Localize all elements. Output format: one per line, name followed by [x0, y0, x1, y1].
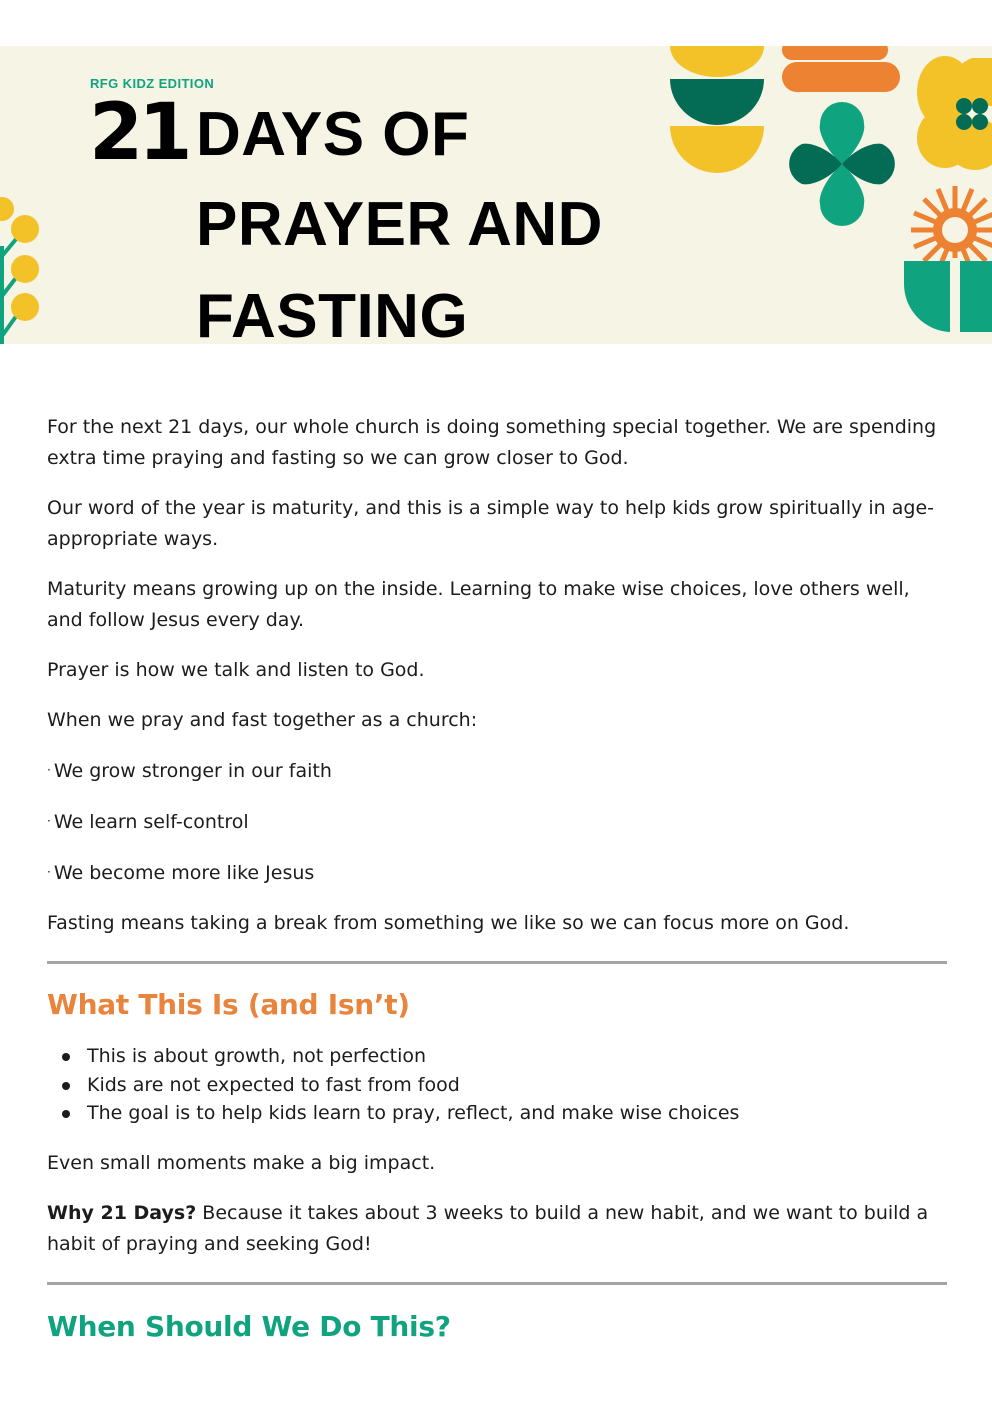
section-heading-when: When Should We Do This?	[47, 1309, 451, 1343]
benefit-item	[47, 857, 947, 889]
clover-decoration	[789, 102, 895, 226]
green-leaves-decoration	[904, 258, 992, 344]
together-intro-paragraph: When we pray and fast together as a church:	[47, 709, 478, 731]
stacked-half-circles-decoration	[670, 46, 764, 173]
yellow-petal-decoration	[917, 56, 992, 170]
bullet-dot-icon: ·	[47, 763, 51, 777]
page-title-line-3: FASTING	[196, 282, 469, 344]
header-banner	[0, 46, 992, 344]
benefit-item	[47, 755, 947, 787]
page-title-line-1: DAYS OF	[196, 100, 470, 169]
edition-label: RFG KIDZ EDITION	[90, 76, 215, 91]
intro-paragraph: For the next 21 days, our whole church is doing something special together. We are spending extra time praying and fasting so we can grow closer to God.	[47, 416, 937, 469]
bullet-dot-icon: ·	[47, 814, 51, 828]
maturity-definition-paragraph: Maturity means growing up on the inside. Learning to make wise choices, love others well, and follow Jesus every day.	[47, 578, 910, 631]
days-count-number: 21	[89, 88, 188, 178]
left-flower-stem-decoration	[0, 197, 39, 344]
maturity-paragraph: Our word of the year is maturity, and this is a simple way to help kids grow spiritually in age-appropriate ways.	[47, 497, 935, 550]
list-item: The goal is to help kids learn to pray, reflect, and make wise choices	[47, 1099, 947, 1128]
closing-paragraph: Even small moments make a big impact.	[47, 1151, 436, 1174]
page-title-line-2: PRAYER AND	[196, 190, 603, 259]
list-item: Kids are not expected to fast from food	[47, 1071, 947, 1100]
benefit-text: We learn self-control	[53, 811, 249, 833]
document-body	[47, 412, 947, 1345]
section-heading-what: What This Is (and Isn’t)	[47, 988, 410, 1021]
orange-pills-decoration	[782, 46, 900, 92]
benefit-text: We become more like Jesus	[53, 862, 315, 884]
list-item: This is about growth, not perfection	[47, 1042, 947, 1071]
section-divider	[47, 1282, 947, 1285]
what-list	[47, 1042, 947, 1128]
why-21-days-label: Why 21 Days?	[47, 1201, 197, 1224]
fasting-definition-paragraph: Fasting means taking a break from something we like so we can focus more on God.	[47, 912, 850, 934]
bullet-dot-icon: ·	[47, 865, 51, 879]
benefit-item	[47, 806, 947, 838]
section-divider	[47, 961, 947, 964]
why-21-days-paragraph	[47, 1198, 947, 1260]
prayer-definition-paragraph: Prayer is how we talk and listen to God.	[47, 659, 425, 681]
why-21-days-text: Because it takes about 3 weeks to build a new habit, and we want to build a habit of praying and seeking God!	[47, 1201, 929, 1255]
benefit-text: We grow stronger in our faith	[53, 760, 332, 782]
